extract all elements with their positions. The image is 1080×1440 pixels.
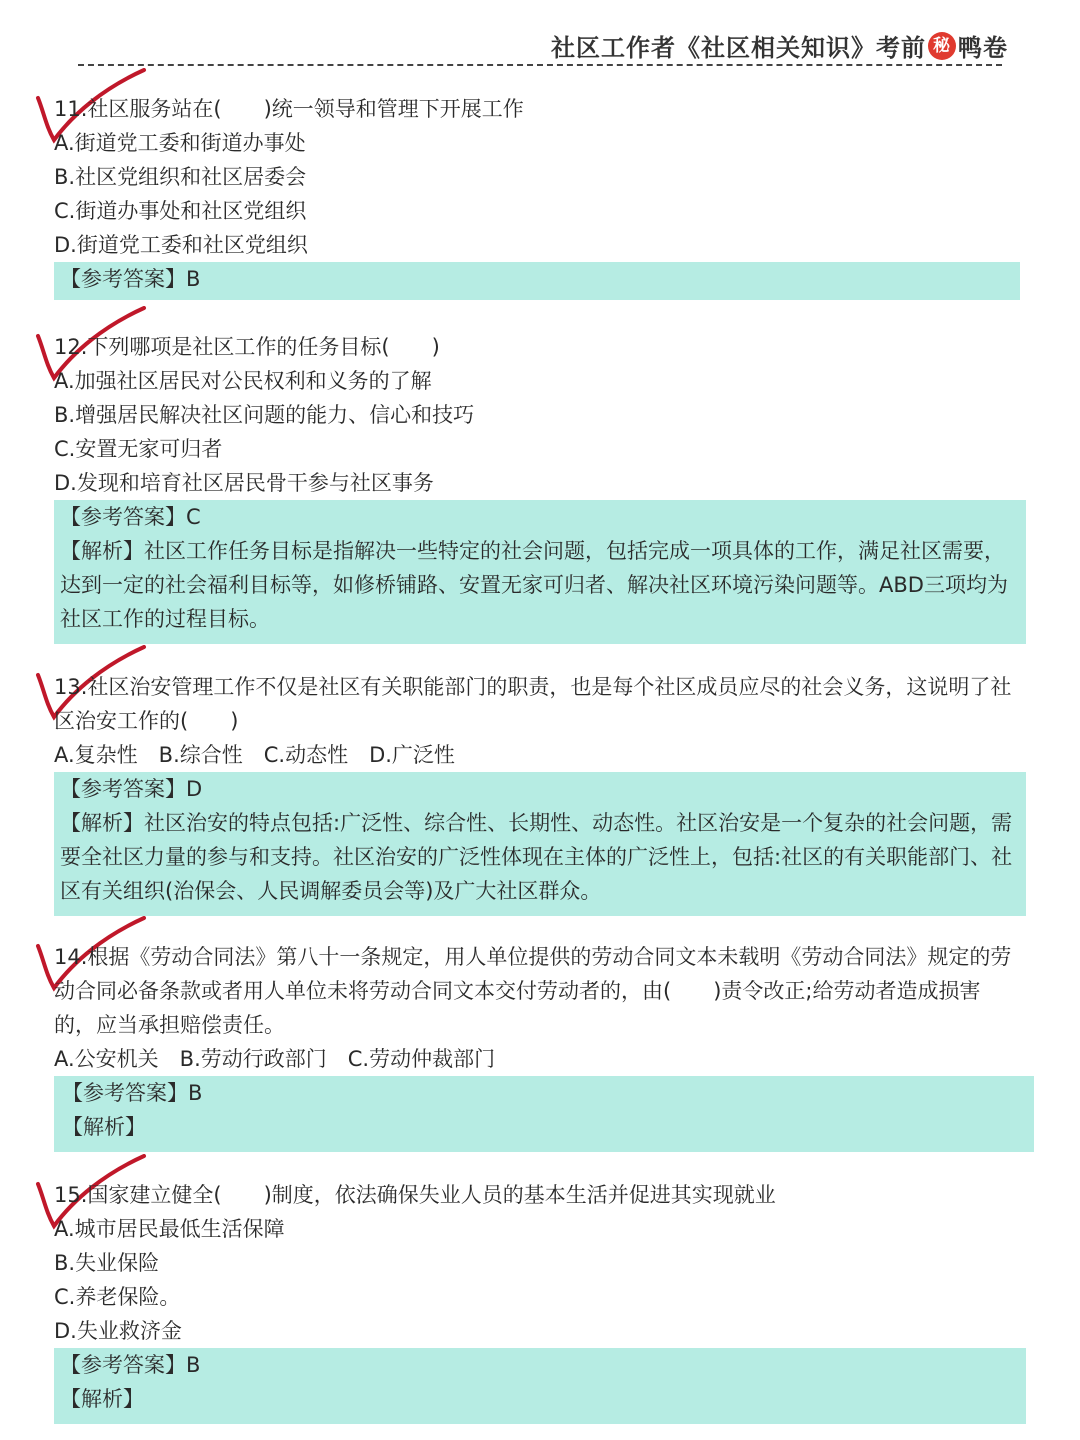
- question-block: [54, 940, 1034, 1152]
- analysis-text: 【解析】: [62, 1115, 146, 1139]
- options-inline: A.公安机关 B.劳动行政部门 C.劳动仲裁部门: [54, 1047, 496, 1071]
- answer-box: [54, 1076, 1034, 1152]
- question-stem: 15.国家建立健全( )制度，依法确保失业人员的基本生活并促进其实现就业: [54, 1183, 776, 1207]
- option: A.城市居民最低生活保障: [54, 1217, 285, 1241]
- question-stem: 14.根据《劳动合同法》第八十一条规定，用人单位提供的劳动合同文本未载明《劳动合同法》规定的劳动合同必备条款或者用人单位未将劳动合同文本交付劳动者的，由( )责令改正;给劳动者造成损害的，应当承担赔偿责任。: [54, 945, 1012, 1037]
- question-stem: 11.社区服务站在( )统一领导和管理下开展工作: [54, 97, 524, 121]
- option: B.失业保险: [54, 1251, 160, 1275]
- option: A.街道党工委和街道办事处: [54, 131, 306, 155]
- answer-box: [54, 772, 1026, 916]
- answer-text: 【参考答案】C: [60, 505, 201, 529]
- answer-box: [54, 500, 1026, 644]
- answer-text: 【参考答案】B: [60, 1353, 201, 1377]
- option: D.发现和培育社区居民骨干参与社区事务: [54, 471, 434, 495]
- answer-text: 【参考答案】D: [60, 777, 203, 801]
- answer-box: [54, 1348, 1026, 1424]
- option: B.增强居民解决社区问题的能力、信心和技巧: [54, 403, 475, 427]
- secret-seal: 秘: [928, 32, 956, 60]
- question-block: [54, 1178, 1034, 1424]
- option: C.安置无家可归者: [54, 437, 223, 461]
- header-title-part2: 鸭卷: [958, 33, 1008, 62]
- answer-text: 【参考答案】B: [60, 267, 201, 291]
- header-divider: [78, 64, 1002, 66]
- option: D.街道党工委和社区党组织: [54, 233, 308, 257]
- question-block: [54, 330, 1034, 644]
- question-stem: 13.社区治安管理工作不仅是社区有关职能部门的职责，也是每个社区成员应尽的社会义务，这说明了社区治安工作的( ): [54, 675, 1012, 733]
- option: B.社区党组织和社区居委会: [54, 165, 307, 189]
- option: D.失业救济金: [54, 1319, 182, 1343]
- option: A.加强社区居民对公民权利和义务的了解: [54, 369, 432, 393]
- question-stem: 12.下列哪项是社区工作的任务目标( ): [54, 335, 440, 359]
- answer-text: 【参考答案】B: [62, 1081, 203, 1105]
- option: C.养老保险。: [54, 1285, 181, 1309]
- question-block: [54, 670, 1034, 916]
- analysis-text: 【解析】社区治安的特点包括:广泛性、综合性、长期性、动态性。社区治安是一个复杂的社会问题，需要全社区力量的参与和支持。社区治安的广泛性体现在主体的广泛性上，包括:社区的有关职能部门、社区有关组织(治保会、人民调解委员会等)及广大社区群众。: [60, 811, 1013, 903]
- analysis-text: 【解析】社区工作任务目标是指解决一些特定的社会问题，包括完成一项具体的工作，满足社区需要，达到一定的社会福利目标等，如修桥铺路、安置无家可归者、解决社区环境污染问题等。ABD三项均为社区工作的过程目标。: [60, 539, 1008, 631]
- question-block: [54, 92, 1034, 300]
- analysis-text: 【解析】: [60, 1387, 144, 1411]
- header-title-part1: 社区工作者《社区相关知识》考前: [551, 33, 926, 62]
- answer-box: [54, 262, 1020, 300]
- document-header: [551, 28, 1008, 63]
- option: C.街道办事处和社区党组织: [54, 199, 307, 223]
- options-inline: A.复杂性 B.综合性 C.动态性 D.广泛性: [54, 743, 455, 767]
